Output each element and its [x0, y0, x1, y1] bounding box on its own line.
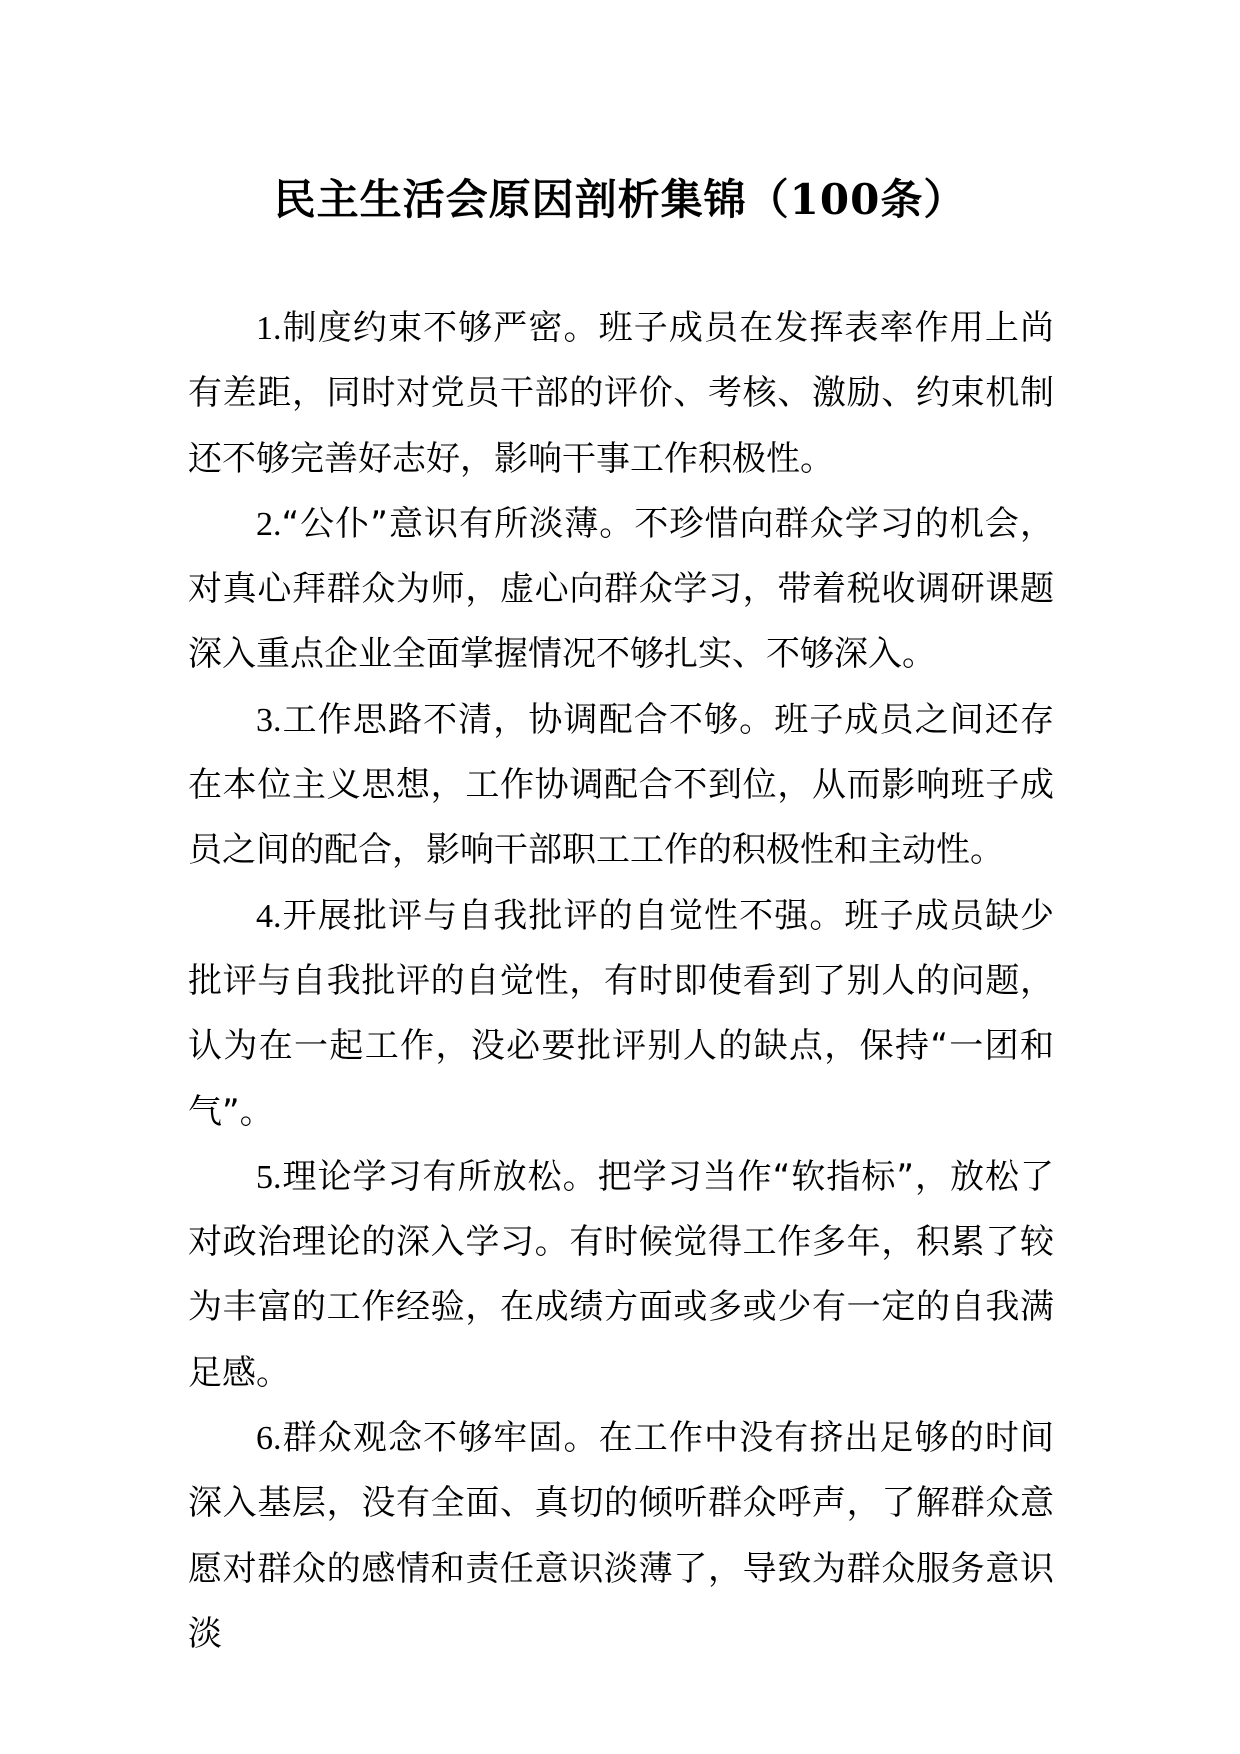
paragraph-text: 制度约束不够严密。班子成员在发挥表率作用上尚有差距，同时对党员干部的评价、考核、激励、约束机制还不够完善好志好，影响干事工作积极性。	[188, 308, 1054, 479]
paragraph-4	[188, 884, 1054, 1145]
paragraph-6	[188, 1406, 1054, 1667]
paragraph-text: 理论学习有所放松。把学习当作“软指标”，放松了对政治理论的深入学习。有时候觉得工作多年，积累了较为丰富的工作经验，在成绩方面或多或少有一定的自我满足感。	[188, 1156, 1054, 1393]
paragraph-text: “公仆”意识有所淡薄。不珍惜向群众学习的机会，对真心拜群众为师，虚心向群众学习，带着税收调研课题深入重点企业全面掌握情况不够扎实、不够深入。	[188, 503, 1054, 675]
paragraph-number: 6.	[256, 1420, 282, 1458]
paragraph-number: 5.	[256, 1158, 282, 1196]
paragraph-number: 2.	[256, 505, 282, 543]
paragraph-3	[188, 688, 1054, 884]
document-title: 民主生活会原因剖析集锦（100条）	[273, 175, 967, 224]
paragraph-text: 开展批评与自我批评的自觉性不强。班子成员缺少批评与自我批评的自觉性，有时即使看到了别人的问题，认为在一起工作，没必要批评别人的缺点，保持“一团和气”。	[188, 895, 1054, 1132]
paragraph-2	[188, 492, 1054, 688]
paragraph-text: 工作思路不清，协调配合不够。班子成员之间还存在本位主义思想，工作协调配合不到位，从而影响班子成员之间的配合，影响干部职工工作的积极性和主动性。	[188, 699, 1054, 871]
paragraph-5	[188, 1145, 1054, 1406]
paragraph-1	[188, 296, 1054, 492]
paragraph-number: 3.	[256, 701, 282, 739]
paragraph-number: 4.	[256, 897, 282, 935]
document-body	[188, 296, 1054, 1667]
paragraph-number: 1.	[256, 310, 282, 347]
paragraph-text: 群众观念不够牢固。在工作中没有挤出足够的时间深入基层，没有全面、真切的倾听群众呼声，了解群众意愿对群众的感情和责任意识淡薄了，导致为群众服务意识淡	[188, 1418, 1054, 1654]
